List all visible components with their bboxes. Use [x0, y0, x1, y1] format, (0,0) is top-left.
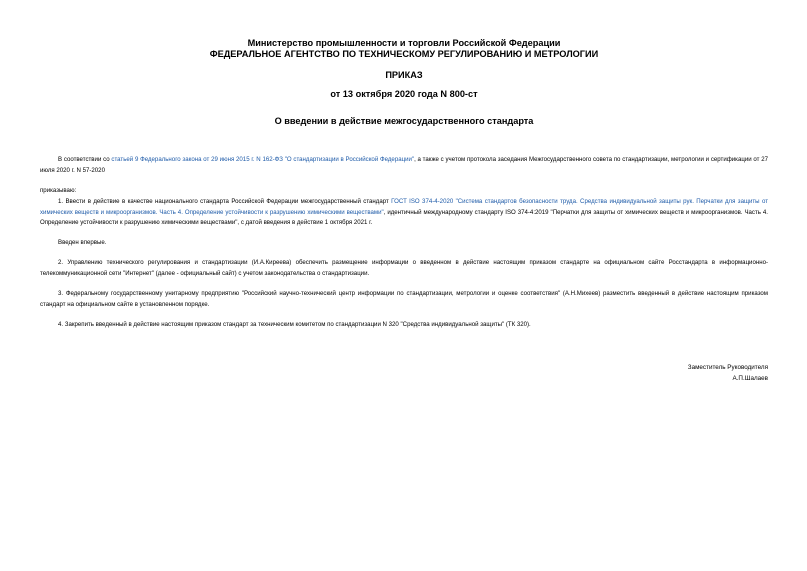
gost-standard-link[interactable]: ГОСТ ISO 374-4-2020 "Система стандартов безопасности труда. Средства индивидуальной защиты рук. Перчатки для защиты от химических веществ и микроорганизмов. Часть 4. Определение устойчивости к разрушению химическими веществами": [40, 198, 768, 216]
document-page: [40, 0, 768, 571]
order-date-number: от 13 октября 2020 года N 800-ст: [330, 89, 478, 99]
item-1-text-before: 1. Ввести в действие в качестве национального стандарта Российской Федерации межгосударственный стандарт: [58, 198, 392, 205]
preamble-text-after: , а также с учетом протокола заседания Межгосударственного совета по стандартизации, метрологии и сертификации от 27 июля 2020 г. N 57-2020: [40, 156, 768, 174]
paragraph-preamble: [40, 155, 768, 176]
signatory-title: Заместитель Руководителя: [687, 364, 768, 371]
paragraph-item-4: 4. Закрепить введенный в действие настоящим приказом стандарт за техническим комитетом по стандартизации N 320 "Средства индивидуальной защиты" (ТК 320).: [58, 321, 531, 328]
paragraph-item-3: 3. Федеральному государственному унитарному предприятию "Российский научно-технический центр информации по стандартизации, метрологии и оценке соответствия" (А.Н.Михеев) разместить введенный в действие настоящим приказом стандарт на официальном сайте в установленном порядке.: [40, 290, 768, 308]
item-1-text-after: , идентичный международному стандарту ISO 374-4:2019 "Перчатки для защиты от химических веществ и микроорганизмов. Часть 4. Определение устойчивости к разрушению химическими веществами", с датой введения в действие 1 октября 2021 г.: [40, 208, 768, 227]
paragraph-item-1: [40, 197, 768, 229]
ministry-name: Министерство промышленности и торговли Российской Федерации: [247, 38, 561, 48]
preamble-text-before: В соответствии со: [58, 156, 112, 163]
order-subject: О введении в действие межгосударственного стандарта: [274, 116, 534, 126]
agency-name: ФЕДЕРАЛЬНОЕ АГЕНТСТВО ПО ТЕХНИЧЕСКОМУ РЕГУЛИРОВАНИЮ И МЕТРОЛОГИИ: [209, 49, 599, 59]
paragraph-order-word: приказываю:: [40, 187, 77, 194]
signatory-name: А.П.Шалаев: [732, 375, 768, 382]
document-type: ПРИКАЗ: [385, 70, 423, 80]
paragraph-introduced-first: Введен впервые.: [58, 239, 107, 246]
paragraph-item-2: 2. Управлению технического регулирования и стандартизации (И.А.Киреева) обеспечить размещение информации о введенном в действие настоящим приказом стандарте на официальном сайте Росстандарта в информационно-телекоммуникационной сети "Интернет" (далее - официальный сайт) с учетом законодательства о стандартизации.: [40, 259, 768, 277]
federal-law-link[interactable]: статьей 9 Федерального закона от 29 июня 2015 г. N 162-ФЗ "О стандартизации в Российской Федерации": [111, 156, 415, 163]
